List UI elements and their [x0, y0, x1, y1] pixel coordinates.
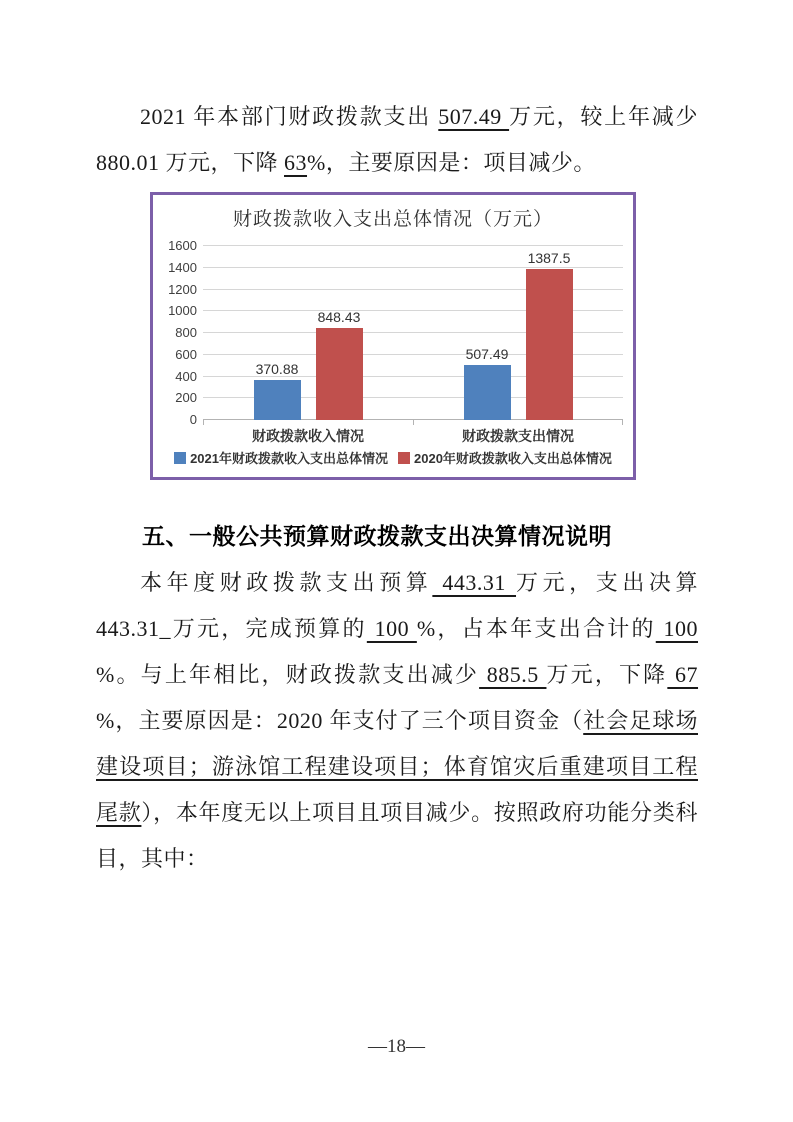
y-axis-tick-label: 0	[189, 412, 197, 427]
text-run: ），本年度无以上项目且项目减少。按照政府功能分类科目，其中：	[96, 800, 698, 871]
text-run: %，主要原因是：2020 年支付了三个项目资金（	[96, 708, 584, 733]
text-run: 万元，较上年减少 880.01 万元，下降	[96, 104, 698, 175]
legend-label: 2021年财政拨款收入支出总体情况	[190, 451, 388, 466]
x-axis-tick	[622, 420, 623, 425]
bar-value-label: 507.49	[465, 345, 509, 362]
y-axis-tick-label: 200	[175, 390, 197, 406]
bar-column	[464, 246, 511, 420]
chart-plot-area	[168, 238, 623, 427]
bar-value-label: 848.43	[317, 308, 361, 325]
y-axis-tick-label: 1000	[168, 303, 197, 319]
category-label: 财政拨款支出情况	[462, 428, 574, 444]
underlined-value: 100	[655, 616, 699, 641]
bar-column	[254, 246, 301, 420]
bar-value-label: 370.88	[255, 360, 299, 377]
y-axis-tick-label: 1600	[168, 238, 197, 253]
text-run: 万元，下降	[546, 662, 668, 687]
bar-column	[526, 246, 573, 420]
bar-value-label: 1387.5	[527, 250, 571, 267]
underlined-value: 63	[284, 150, 308, 175]
text-run: 2021 年本部门财政拨款支出	[140, 104, 439, 129]
bar	[526, 269, 573, 420]
legend-item	[174, 448, 388, 467]
paragraph-fiscal-expenditure-summary	[96, 94, 698, 186]
underlined-value: 885.5	[479, 662, 547, 687]
legend-label: 2020年财政拨款收入支出总体情况	[414, 451, 612, 466]
text-run: 万元，完成预算的	[171, 616, 367, 641]
x-axis-tick	[413, 420, 414, 425]
chart-legend	[153, 448, 633, 467]
bar-chart	[150, 192, 636, 480]
page-number: —18—	[368, 1036, 425, 1057]
chart-figure	[96, 192, 698, 480]
bar	[254, 380, 301, 420]
text-run: %。与上年相比，财政拨款支出减少	[96, 662, 480, 687]
legend-item	[398, 448, 612, 467]
text-run: 万元，支出决算 443.31_	[96, 570, 698, 641]
text-run: %，主要原因是：项目减少。	[307, 150, 596, 175]
y-axis-tick-label: 600	[175, 346, 197, 362]
legend-swatch	[398, 452, 410, 464]
underlined-value: 社会足球场建设项目；游泳馆工程建设项目；体育馆灾后重建项目工程尾款	[96, 708, 698, 825]
chart-title: 财政拨款收入支出总体情况（万元）	[232, 209, 553, 230]
category-label: 财政拨款收入情况	[252, 428, 364, 444]
legend-swatch	[174, 452, 186, 464]
bar	[316, 328, 363, 420]
bar-group	[203, 246, 413, 420]
y-axis-tick-label: 1200	[168, 281, 197, 297]
paragraph-budget-final-accounts	[96, 560, 698, 882]
underlined-value: 67	[667, 662, 699, 687]
text-run: %，占本年支出合计的	[416, 616, 656, 641]
underlined-value: 443.31	[432, 570, 517, 595]
bar-group	[413, 246, 623, 420]
y-axis-tick-label: 1400	[168, 259, 197, 275]
bar	[464, 365, 511, 420]
bar-column	[316, 246, 363, 420]
underlined-value: 100	[366, 616, 417, 641]
section-heading: 五、一般公共预算财政拨款支出决算情况说明	[142, 523, 612, 549]
text-run: 本年度财政拨款支出预算	[140, 570, 433, 595]
x-axis-tick	[203, 420, 204, 425]
underlined-value: 507.49	[438, 104, 510, 129]
y-axis-tick-label: 400	[175, 368, 197, 384]
y-axis-tick-label: 800	[175, 325, 197, 340]
